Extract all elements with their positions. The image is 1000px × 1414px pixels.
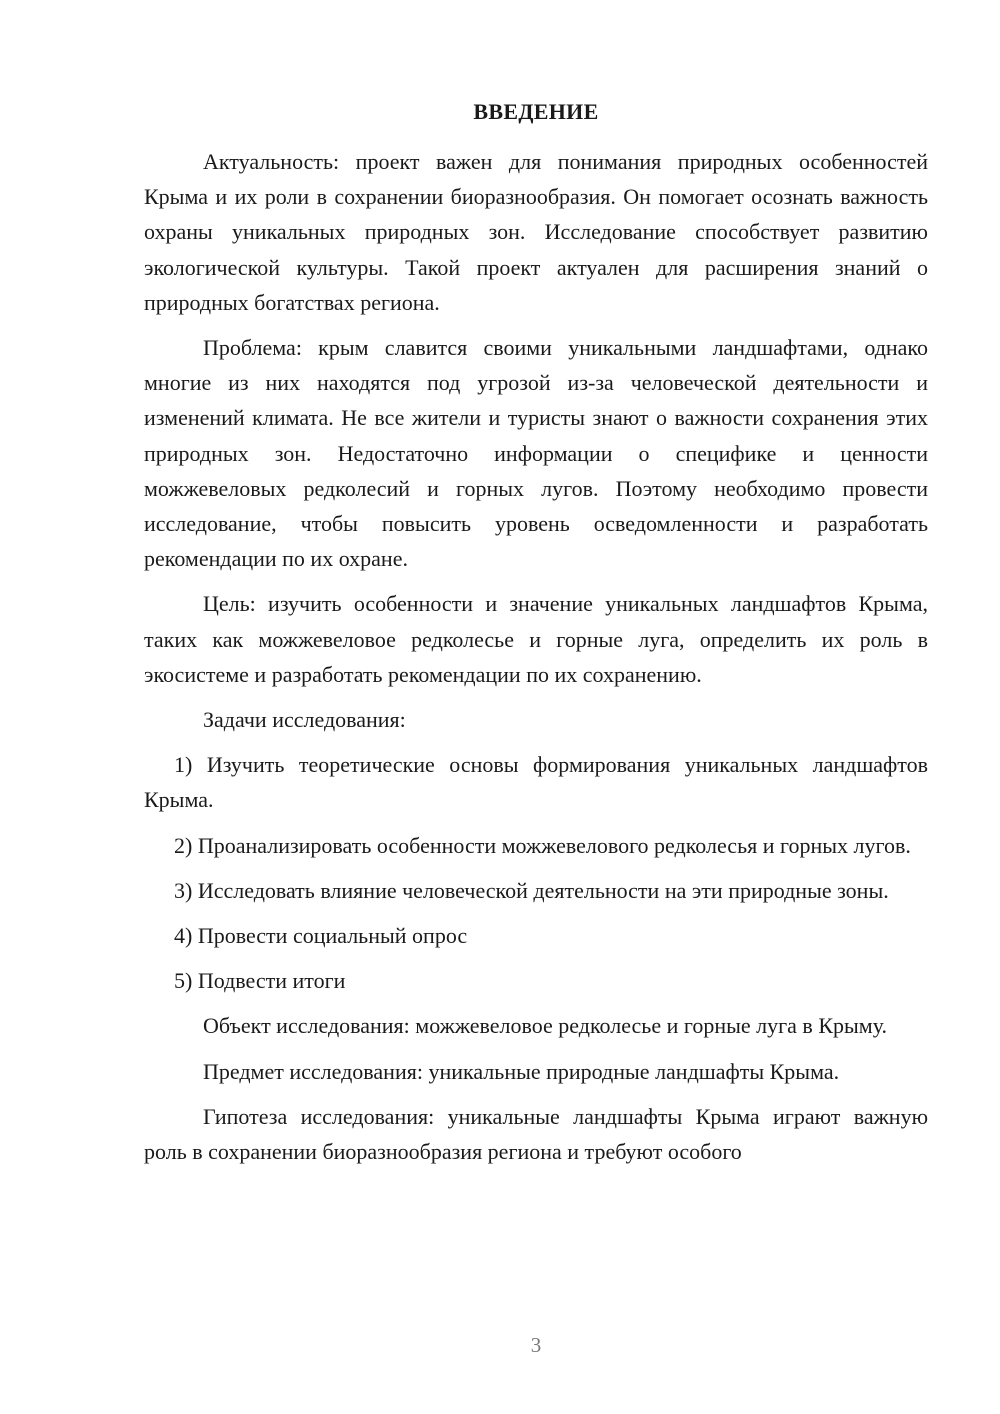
task-item: 3) Исследовать влияние человеческой деятельности на эти природные зоны.: [174, 877, 889, 903]
paragraph-subject: Предмет исследования: уникальные природные ландшафты Крыма.: [203, 1058, 840, 1084]
task-item: 5) Подвести итоги: [174, 968, 346, 994]
paragraph-goal: Цель: изучить особенности и значение уникальных ландшафтов Крыма, таких как можжевеловое редколесье и горные луга, определить их роль в экосистеме и разработать рекомендации по их сохранению.: [144, 591, 928, 687]
paragraph-object: Объект исследования: можжевеловое редколесье и горные луга в Крыму.: [203, 1013, 887, 1039]
task-item: 1) Изучить теоретические основы формирования уникальных ландшафтов Крыма.: [144, 752, 928, 813]
paragraph-problem: Проблема: крым славится своими уникальными ландшафтами, однако многие из них находятся под угрозой из-за человеческой деятельности и изменений климата. Не все жители и туристы знают о важности сохранения этих природных зон. Недостаточно информации о специфике и ценности можжевеловых редколесий и горных лугов. Поэтому необходимо провести исследование, чтобы повысить уровень осведомленности и разработать рекомендации по их охране.: [144, 335, 928, 572]
task-item: 4) Провести социальный опрос: [174, 923, 468, 949]
document-page: [144, 94, 928, 1179]
task-item: 2) Проанализировать особенности можжевелового редколесья и горных лугов.: [174, 832, 911, 858]
paragraph-hypothesis: Гипотеза исследования: уникальные ландшафты Крыма играют важную роль в сохранении биоразнообразия региона и требуют особого: [144, 1103, 928, 1165]
page-number: 3: [530, 1333, 542, 1357]
section-heading: ВВЕДЕНИЕ: [473, 99, 599, 124]
paragraph-tasks-title: Задачи исследования:: [203, 707, 406, 733]
paragraph-relevance: Актуальность: проект важен для понимания природных особенностей Крыма и их роли в сохранении биоразнообразия. Он помогает осознать важность охраны уникальных природных зон. Исследование способствует развитию экологической культуры. Такой проект актуален для расширения знаний о природных богатствах региона.: [144, 149, 928, 315]
